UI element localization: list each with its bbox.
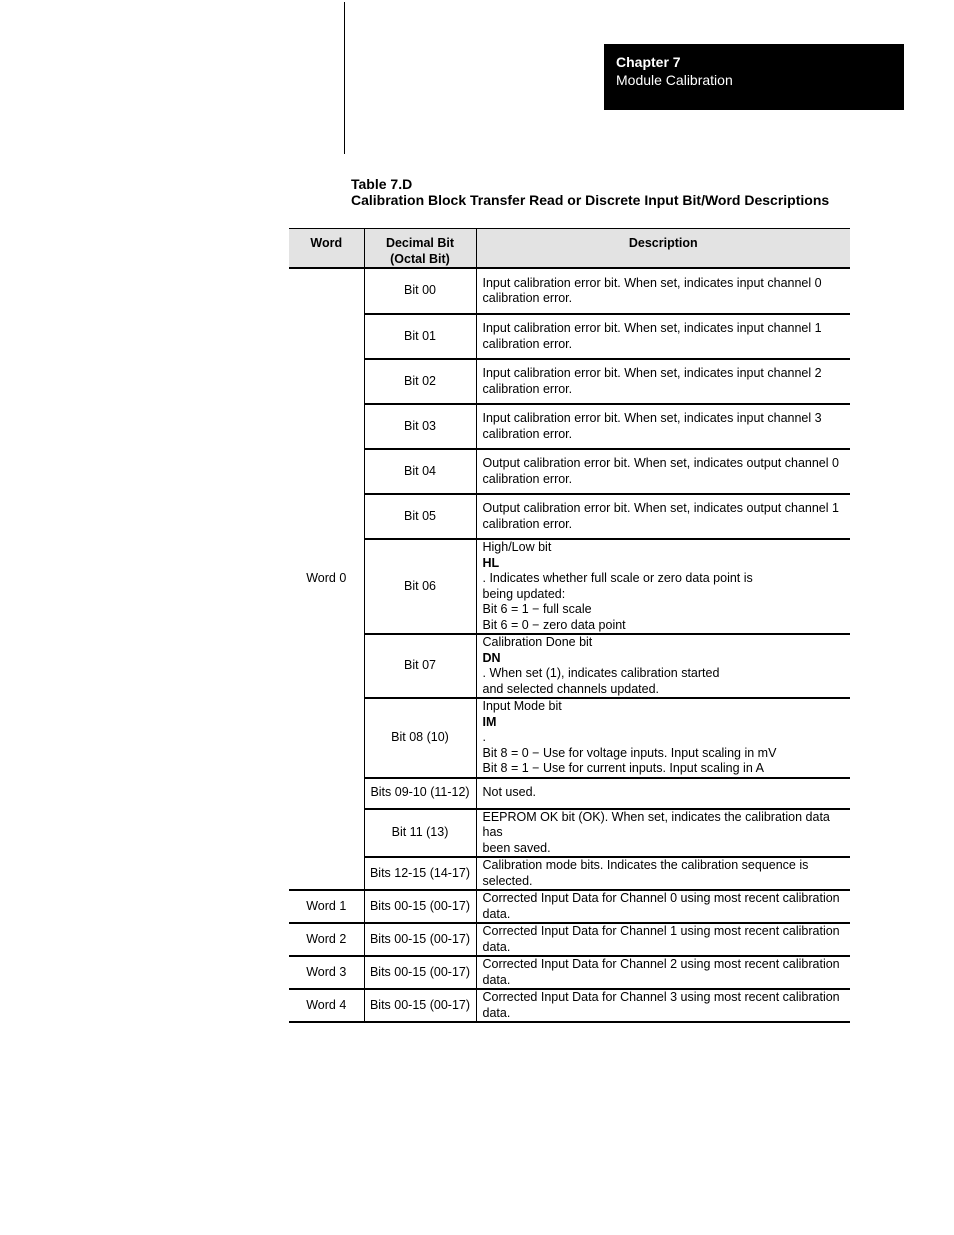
table-row <box>289 857 850 890</box>
bit-cell: Bits 00-15 (00-17) <box>364 890 476 923</box>
table-row <box>289 956 850 989</box>
table-header-row <box>289 229 850 269</box>
table-label: Table 7.D <box>351 176 413 192</box>
bit-cell: Bits 00-15 (00-17) <box>364 956 476 989</box>
description-cell: Calibration mode bits. Indicates the calibration sequence is selected. <box>476 857 850 890</box>
bit-cell: Bit 03 <box>364 404 476 449</box>
column-header-bit: Decimal Bit (Octal Bit) <box>364 229 476 269</box>
bit-cell: Bits 12-15 (14-17) <box>364 857 476 890</box>
description-cell: Calibration Done bit DN . When set (1), indicates calibration started and selected channels updated. <box>476 634 850 698</box>
word-cell: Word 4 <box>289 989 364 1022</box>
table-row <box>289 698 850 778</box>
bit-cell: Bits 09-10 (11-12) <box>364 778 476 809</box>
table-row <box>289 890 850 923</box>
table-title: Calibration Block Transfer Read or Discrete Input Bit/Word Descriptions <box>351 192 830 208</box>
table-row <box>289 494 850 539</box>
description-cell: High/Low bit HL . Indicates whether full scale or zero data point is being updated: Bit 6 = 1 − full scale Bit 6 = 0 − zero data point <box>476 539 850 634</box>
description-cell: Corrected Input Data for Channel 1 using most recent calibration data. <box>476 923 850 956</box>
bit-cell: Bit 07 <box>364 634 476 698</box>
bit-cell: Bit 06 <box>364 539 476 634</box>
bit-cell: Bits 00-15 (00-17) <box>364 989 476 1022</box>
table-row <box>289 359 850 404</box>
description-cell: Output calibration error bit. When set, indicates output channel 1 calibration error. <box>476 494 850 539</box>
description-cell: Input calibration error bit. When set, indicates input channel 2 calibration error. <box>476 359 850 404</box>
description-cell: Corrected Input Data for Channel 2 using most recent calibration data. <box>476 956 850 989</box>
bit-cell: Bits 00-15 (00-17) <box>364 923 476 956</box>
calibration-bit-table <box>289 228 850 1023</box>
description-cell: Input calibration error bit. When set, indicates input channel 1 calibration error. <box>476 314 850 359</box>
table-row <box>289 539 850 634</box>
table-row <box>289 809 850 858</box>
chapter-number: Chapter 7 <box>616 54 681 70</box>
description-cell: Corrected Input Data for Channel 3 using most recent calibration data. <box>476 989 850 1022</box>
table-row <box>289 404 850 449</box>
table-body <box>289 268 850 1022</box>
bit-cell: Bit 11 (13) <box>364 809 476 858</box>
bit-cell: Bit 04 <box>364 449 476 494</box>
description-cell: Not used. <box>476 778 850 809</box>
margin-rule <box>344 2 345 154</box>
description-cell: Corrected Input Data for Channel 0 using most recent calibration data. <box>476 890 850 923</box>
bit-cell: Bit 02 <box>364 359 476 404</box>
description-cell: EEPROM OK bit (OK). When set, indicates the calibration data has been saved. <box>476 809 850 858</box>
chapter-header <box>604 44 904 110</box>
table-row <box>289 923 850 956</box>
column-header-description: Description <box>476 229 850 269</box>
table-row <box>289 268 850 314</box>
description-cell: Input Mode bit IM . Bit 8 = 0 − Use for voltage inputs. Input scaling in mV Bit 8 = 1 − Use for current inputs. Input scaling in A <box>476 698 850 778</box>
table-row <box>289 989 850 1022</box>
word-cell: Word 0 <box>289 268 364 890</box>
description-cell: Input calibration error bit. When set, indicates input channel 0 calibration error. <box>476 268 850 314</box>
word-cell: Word 3 <box>289 956 364 989</box>
word-cell: Word 2 <box>289 923 364 956</box>
bit-cell: Bit 05 <box>364 494 476 539</box>
description-cell: Input calibration error bit. When set, indicates input channel 3 calibration error. <box>476 404 850 449</box>
bit-cell: Bit 00 <box>364 268 476 314</box>
word-cell: Word 1 <box>289 890 364 923</box>
table-caption <box>351 176 829 208</box>
column-header-word: Word <box>289 229 364 269</box>
table-row <box>289 634 850 698</box>
table-row <box>289 314 850 359</box>
chapter-title: Module Calibration <box>616 72 733 88</box>
table-row <box>289 449 850 494</box>
table-row <box>289 778 850 809</box>
bit-cell: Bit 08 (10) <box>364 698 476 778</box>
description-cell: Output calibration error bit. When set, indicates output channel 0 calibration error. <box>476 449 850 494</box>
bit-cell: Bit 01 <box>364 314 476 359</box>
